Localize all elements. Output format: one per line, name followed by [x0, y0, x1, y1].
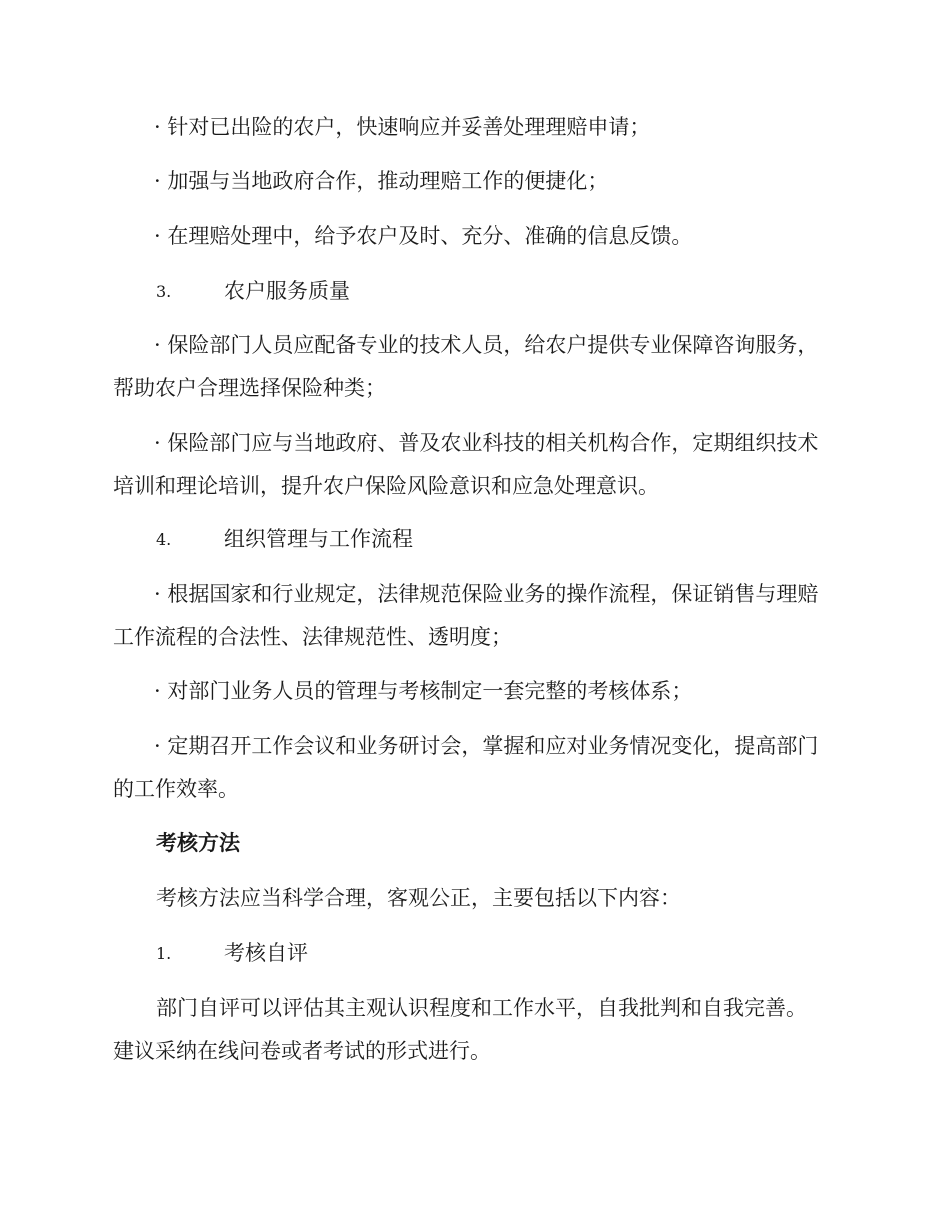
section-title: 农户服务质量	[224, 279, 350, 303]
bullet-assessment-system: · 对部门业务人员的管理与考核制定一套完整的考核体系；	[154, 679, 693, 703]
section-4-heading	[156, 518, 413, 561]
section-3-heading	[156, 270, 350, 313]
bullet-info-feedback: · 在理赔处理中，给予农户及时、充分、准确的信息反馈。	[154, 224, 693, 248]
bullet-government-cooperation: · 加强与当地政府合作，推动理赔工作的便捷化；	[154, 169, 609, 193]
section-number: 4.	[156, 530, 172, 549]
method-number: 1.	[156, 944, 172, 963]
heading-assessment-method: 考核方法	[156, 831, 240, 855]
bullet-training: · 保险部门应与当地政府、普及农业科技的相关机构合作，定期组织技术培训和理论培训，提升农户保险风险意识和应急处理意识。	[113, 431, 819, 498]
method-1-heading	[156, 932, 308, 975]
section-title: 组织管理与工作流程	[224, 527, 413, 551]
method-intro: 考核方法应当科学合理，客观公正，主要包括以下内容：	[156, 886, 681, 910]
method-1-text: 部门自评可以评估其主观认识程度和工作水平，自我批判和自我完善。建议采纳在线问卷或者考试的形式进行。	[113, 996, 807, 1063]
bullet-compliance: · 根据国家和行业规定，法律规范保险业务的操作流程，保证销售与理赔工作流程的合法性、法律规范性、透明度；	[113, 582, 819, 649]
bullet-technical-staff: · 保险部门人员应配备专业的技术人员，给农户提供专业保障咨询服务，帮助农户合理选择保险种类；	[113, 333, 819, 400]
method-title: 考核自评	[224, 941, 308, 965]
section-number: 3.	[156, 282, 172, 301]
bullet-claim-response: · 针对已出险的农户，快速响应并妥善处理理赔申请；	[154, 115, 651, 139]
bullet-meetings: · 定期召开工作会议和业务研讨会，掌握和应对业务情况变化，提高部门的工作效率。	[113, 734, 819, 801]
